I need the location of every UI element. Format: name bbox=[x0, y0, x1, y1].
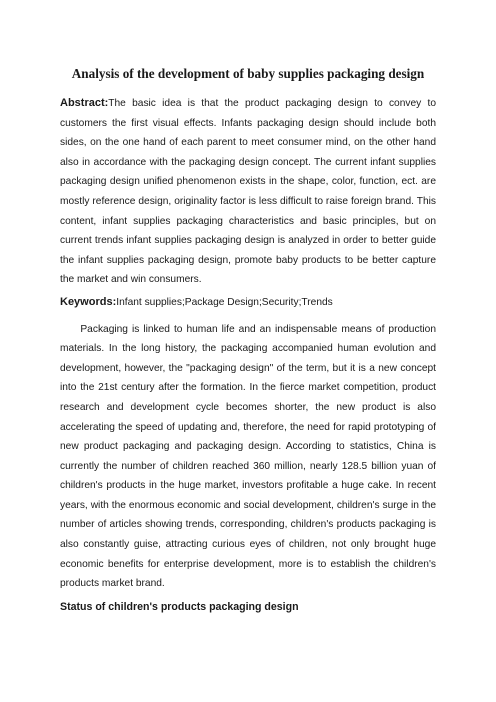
keywords-text: Infant supplies;Package Design;Security;Trends bbox=[116, 296, 333, 308]
document-body bbox=[60, 94, 436, 616]
abstract-label: Abstract: bbox=[60, 97, 109, 109]
document-title: Analysis of the development of baby supplies packaging design bbox=[71, 66, 425, 81]
body-paragraph: Packaging is linked to human life and an indispensable means of production materials. In the long history, the packaging accompanied human evolution and development, however, the "packaging design" of the term, but it is a new concept into the 21st century after the formation. In the fierce market competition, product research and development cycle becomes shorter, the new product is also accelerating the speed of updating and, therefore, the need for rapid prototyping of new product packaging and packaging design. According to statistics, China is currently the number of children reached 360 million, nearly 128.5 billion yuan of children's products in the huge market, investors profitable a huge cake. In recent years, with the enormous economic and social development, children's surge in the number of articles showing trends, corresponding, children's products packaging is also constantly guise, attracting curious eyes of children, not only brought huge economic benefits for enterprise development, more is to establish the children's products market brand. bbox=[60, 323, 436, 590]
keywords-paragraph bbox=[60, 293, 436, 313]
abstract-text: The basic idea is that the product packaging design to convey to customers the first visual effects. Infants packaging design should include both sides, on the one hand of each parent to meet consumer mind, on the other hand also in accordance with the packaging design concept. The current infant supplies packaging design unified phenomenon exists in the shape, color, function, ect. are mostly reference design, originality factor is less difficult to raise foreign brand. This content, infant supplies packaging characteristics and basic principles, but on current trends infant supplies packaging design is analyzed in order to better guide the infant supplies packaging design, promote baby products to be better capture the market and win consumers. bbox=[60, 98, 436, 286]
keywords-label: Keywords: bbox=[60, 295, 117, 308]
section-heading: Status of children's products packaging design bbox=[60, 600, 299, 613]
abstract-paragraph bbox=[60, 94, 436, 290]
